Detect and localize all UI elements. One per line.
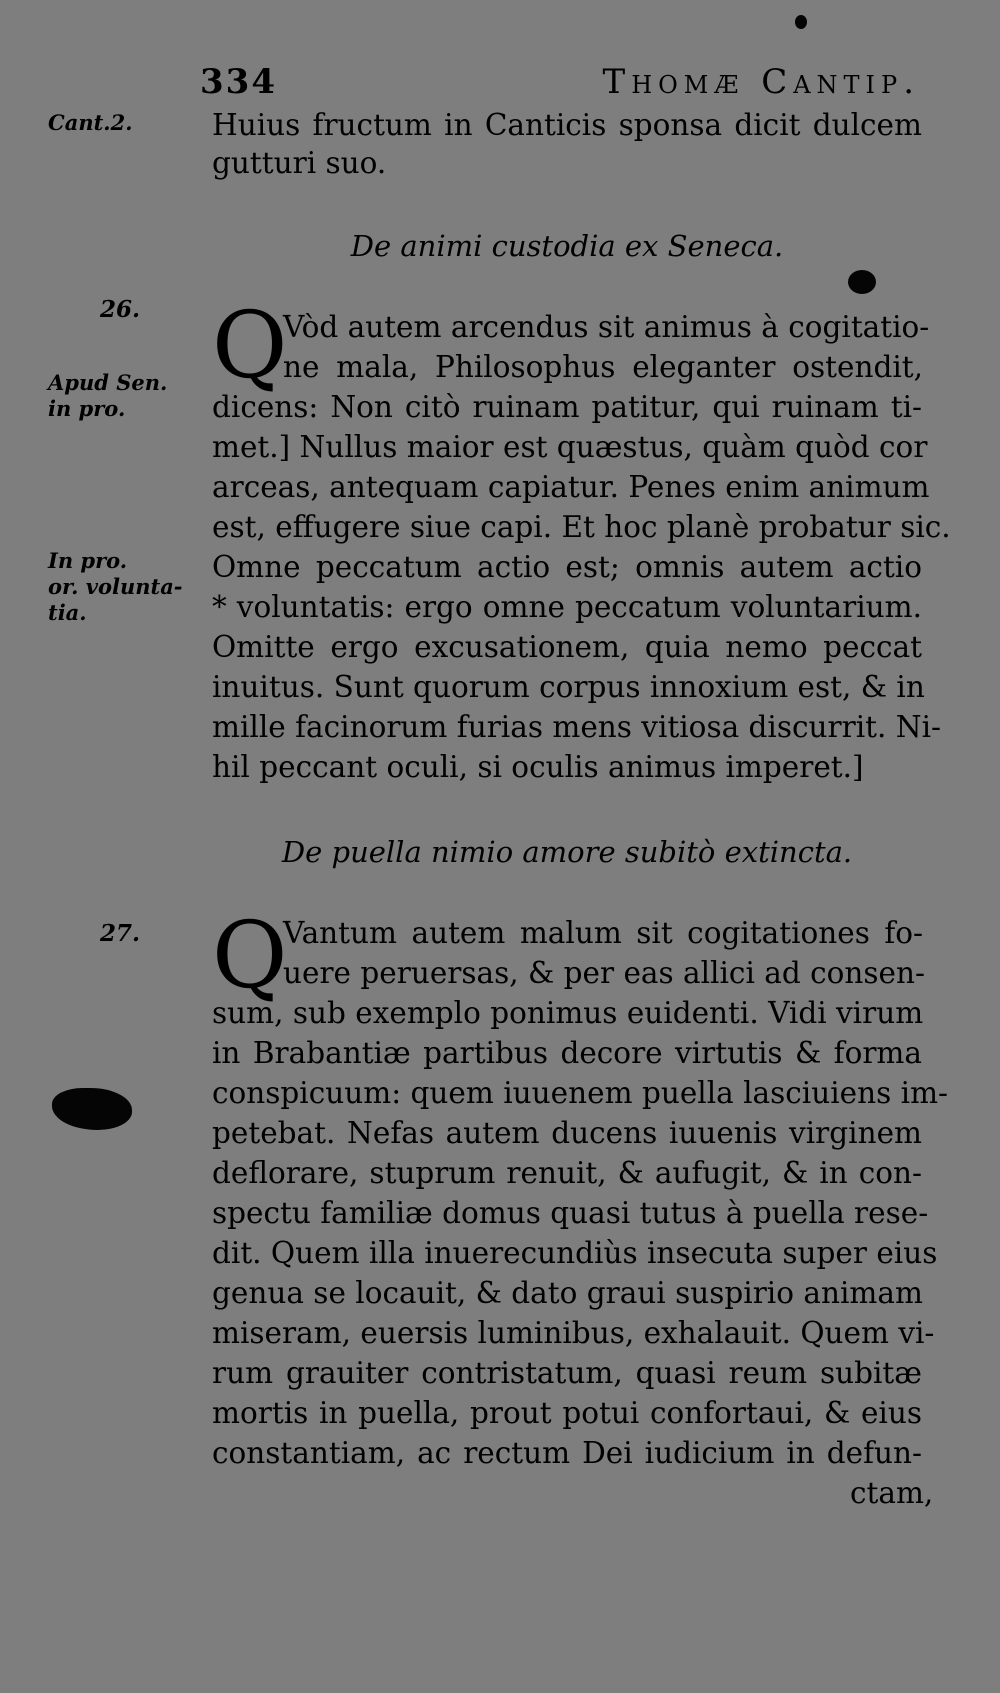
margin-number-26: 26. (100, 296, 141, 323)
body-line: mille facinorum furias mens vitiosa discurrit. Ni- (212, 710, 941, 744)
body-line: met.] Nullus maior est quæstus, quàm quòd cor (212, 430, 928, 464)
body-line: arceas, antequam capiatur. Penes enim animum (212, 470, 930, 504)
body-line: constantiam, ac rectum Dei iudicium in defun- (212, 1436, 922, 1470)
body-line: rum grauiter contristatum, quasi reum subitæ (212, 1356, 922, 1390)
body-line: mortis in puella, prout potui confortaui, & eius (212, 1396, 922, 1430)
body-line: petebat. Nefas autem ducens iuuenis virginem (212, 1116, 922, 1150)
body-line: genua se locauit, & dato graui suspirio animam (212, 1276, 923, 1310)
ink-blot (795, 15, 807, 29)
catchword: ctam, (850, 1476, 934, 1510)
body-line: miseram, euersis luminibus, exhalauit. Quem vi- (212, 1316, 935, 1350)
body-line: dit. Quem illa inuerecundiùs insecuta super eius (212, 1236, 938, 1270)
page-number: 334 (200, 62, 277, 102)
body-line: Huius fructum in Canticis sponsa dicit dulcem (212, 108, 922, 142)
body-line: sum, sub exemplo ponimus euidenti. Vidi virum (212, 996, 924, 1030)
drop-cap: Q (212, 292, 288, 399)
body-line: uere peruersas, & per eas allici ad consen- (283, 956, 925, 990)
section-heading: De puella nimio amore subitò extincta. (281, 835, 853, 869)
drop-cap: Q (212, 902, 288, 1009)
body-line: in Brabantiæ partibus decore virtutis & forma (212, 1036, 922, 1070)
margin-note-in-pro: In pro. or. volunta- tia. (48, 548, 183, 625)
body-line: * voluntatis: ergo omne peccatum voluntarium. (212, 590, 922, 624)
body-line: est, effugere siue capi. Et hoc planè probatur sic. (212, 510, 951, 544)
body-line: dicens: Non citò ruinam patitur, qui ruinam ti- (212, 390, 922, 424)
body-line: Omitte ergo excusationem, quia nemo peccat (212, 630, 922, 664)
body-line: Vòd autem arcendus sit animus à cogitatio- (283, 310, 930, 344)
body-line: Omne peccatum actio est; omnis autem actio (212, 550, 922, 584)
ink-blot (848, 270, 876, 294)
margin-note-apud-sen: Apud Sen. in pro. (48, 370, 168, 421)
body-line: deflorare, stuprum renuit, & aufugit, & in con- (212, 1156, 922, 1190)
body-line: hil peccant oculi, si oculis animus imperet.] (212, 750, 864, 784)
running-head-title: Thomæ Cantip. (602, 62, 920, 102)
section-heading: De animi custodia ex Seneca. (350, 229, 784, 263)
margin-note-cant: Cant.2. (48, 110, 133, 135)
body-line: conspicuum: quem iuuenem puella lasciuiens im- (212, 1076, 949, 1110)
ink-blot (52, 1088, 132, 1130)
running-head (200, 62, 920, 102)
body-line: ne mala, Philosophus eleganter ostendit, (283, 350, 923, 384)
body-line: inuitus. Sunt quorum corpus innoxium est, & in (212, 670, 925, 704)
body-line: spectu familiæ domus quasi tutus à puella rese- (212, 1196, 929, 1230)
margin-number-27: 27. (100, 920, 141, 947)
body-line: Vantum autem malum sit cogitationes fo- (283, 916, 923, 950)
body-line: gutturi suo. (212, 146, 387, 180)
